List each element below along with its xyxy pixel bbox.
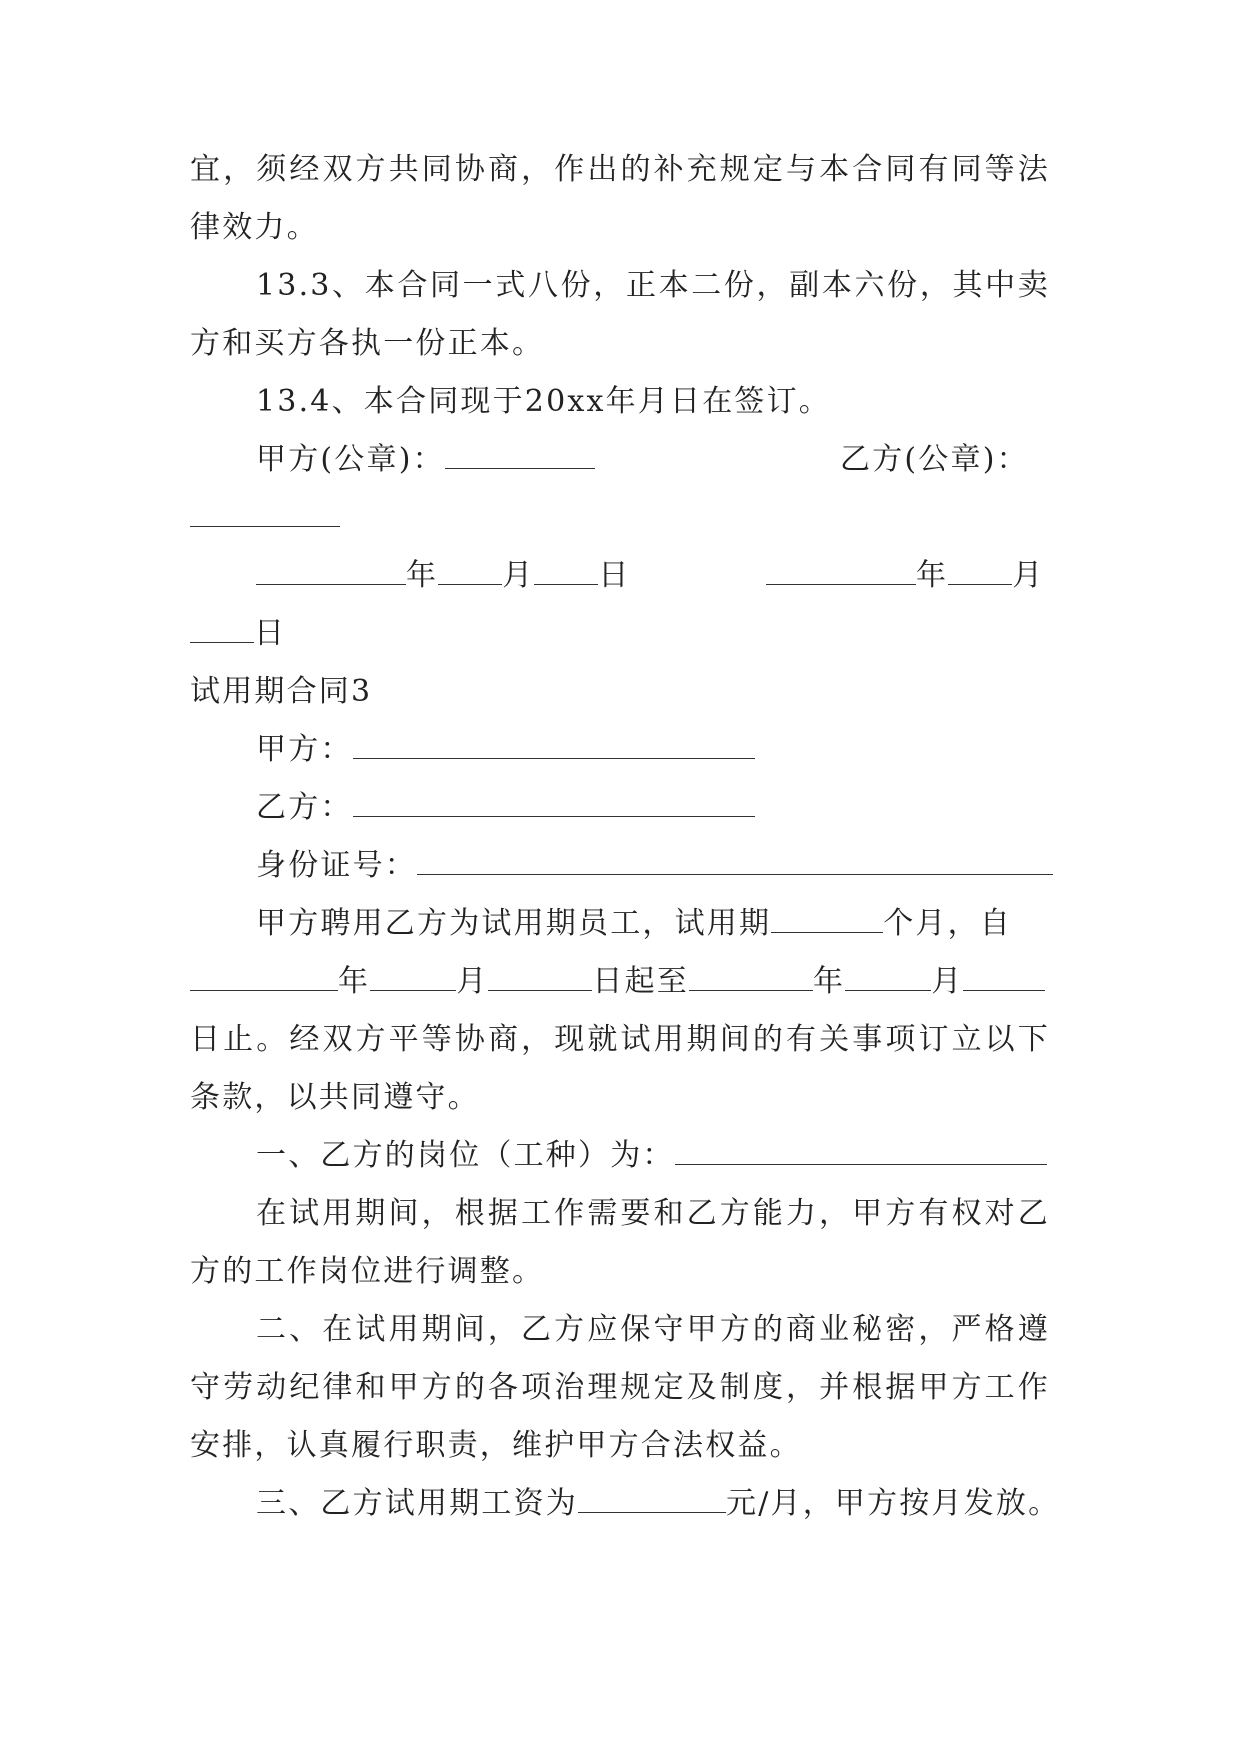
paragraph-line (190, 962, 1050, 1002)
date-year-label: 年 (916, 558, 949, 593)
date-month-blank (948, 556, 1012, 585)
party-b-blank (353, 788, 755, 817)
date-day-label: 日 (598, 558, 631, 593)
party-a-field (256, 730, 1050, 770)
date-day-blank (534, 556, 598, 585)
paragraph-line: 13.4、本合同现于20xx年月日在签订。 (256, 384, 832, 419)
paragraph-line: 律效力。 (190, 210, 319, 245)
party-a-blank (353, 730, 755, 759)
date-year-blank (766, 556, 916, 585)
body-text: 一、乙方的岗位（工种）为： (256, 1138, 675, 1173)
party-a-seal-label: 甲方(公章)： (256, 442, 445, 477)
body-text: 年 (813, 964, 846, 999)
end-month-blank (845, 962, 931, 991)
party-a-label: 甲方： (256, 732, 353, 767)
paragraph-line: 方的工作岗位进行调整。 (190, 1254, 545, 1289)
paragraph-line (256, 1484, 1061, 1524)
body-text: 年 (338, 964, 371, 999)
section-title: 试用期合同3 (190, 674, 373, 709)
date-day-label: 日 (254, 616, 287, 651)
paragraph-line: 13.3、本合同一式八份，正本二份，副本六份，其中卖 (256, 268, 1050, 303)
probation-months-blank (771, 904, 883, 933)
paragraph-line (256, 904, 1050, 944)
party-b-seal-label: 乙方(公章)： (840, 442, 1029, 477)
paragraph-line: 在试用期间，根据工作需要和乙方能力，甲方有权对乙 (256, 1196, 1050, 1231)
date-day-blank (190, 614, 254, 643)
date-month-label: 月 (1012, 558, 1045, 593)
end-day-blank (963, 962, 1045, 991)
position-blank (675, 1136, 1047, 1165)
start-day-blank (488, 962, 592, 991)
date-row (256, 556, 1050, 596)
signature-overflow-row (190, 498, 1050, 538)
paragraph-line: 日止。经双方平等协商，现就试用期间的有关事项订立以下 (190, 1022, 1050, 1057)
body-text: 日起至 (592, 964, 690, 999)
start-month-blank (370, 962, 456, 991)
date-right-group (766, 556, 1044, 596)
party-a-seal-blank (445, 440, 595, 469)
date-year-label: 年 (406, 558, 439, 593)
date-overflow-row (190, 614, 1050, 654)
party-b-label: 乙方： (256, 790, 353, 825)
body-text: 个月，自 (883, 906, 1013, 941)
party-b-field (256, 788, 1050, 828)
paragraph-line: 安排，认真履行职责，维护甲方合法权益。 (190, 1428, 802, 1463)
date-month-blank (438, 556, 502, 585)
body-text: 元/月，甲方按月发放。 (726, 1486, 1061, 1521)
party-b-seal-blank (190, 498, 340, 527)
paragraph-line: 条款，以共同遵守。 (190, 1080, 480, 1115)
id-number-field (256, 846, 1050, 886)
signature-row (256, 440, 1050, 480)
body-text: 月 (456, 964, 489, 999)
start-year-blank (190, 962, 338, 991)
paragraph-line: 守劳动纪律和甲方的各项治理规定及制度，并根据甲方工作 (190, 1370, 1050, 1405)
body-text: 三、乙方试用期工资为 (256, 1486, 578, 1521)
paragraph-line: 方和买方各执一份正本。 (190, 326, 545, 361)
wage-blank (578, 1484, 726, 1513)
paragraph-line: 宜，须经双方共同协商，作出的补充规定与本合同有同等法 (190, 152, 1050, 187)
id-number-label: 身份证号： (256, 848, 417, 883)
date-month-label: 月 (502, 558, 535, 593)
end-year-blank (689, 962, 813, 991)
body-text: 月 (931, 964, 964, 999)
id-number-blank (417, 846, 1053, 875)
body-text: 甲方聘用乙方为试用期员工，试用期 (256, 906, 772, 941)
paragraph-line: 二、在试用期间，乙方应保守甲方的商业秘密，严格遵 (256, 1312, 1050, 1347)
paragraph-line (256, 1136, 1050, 1176)
date-year-blank (256, 556, 406, 585)
